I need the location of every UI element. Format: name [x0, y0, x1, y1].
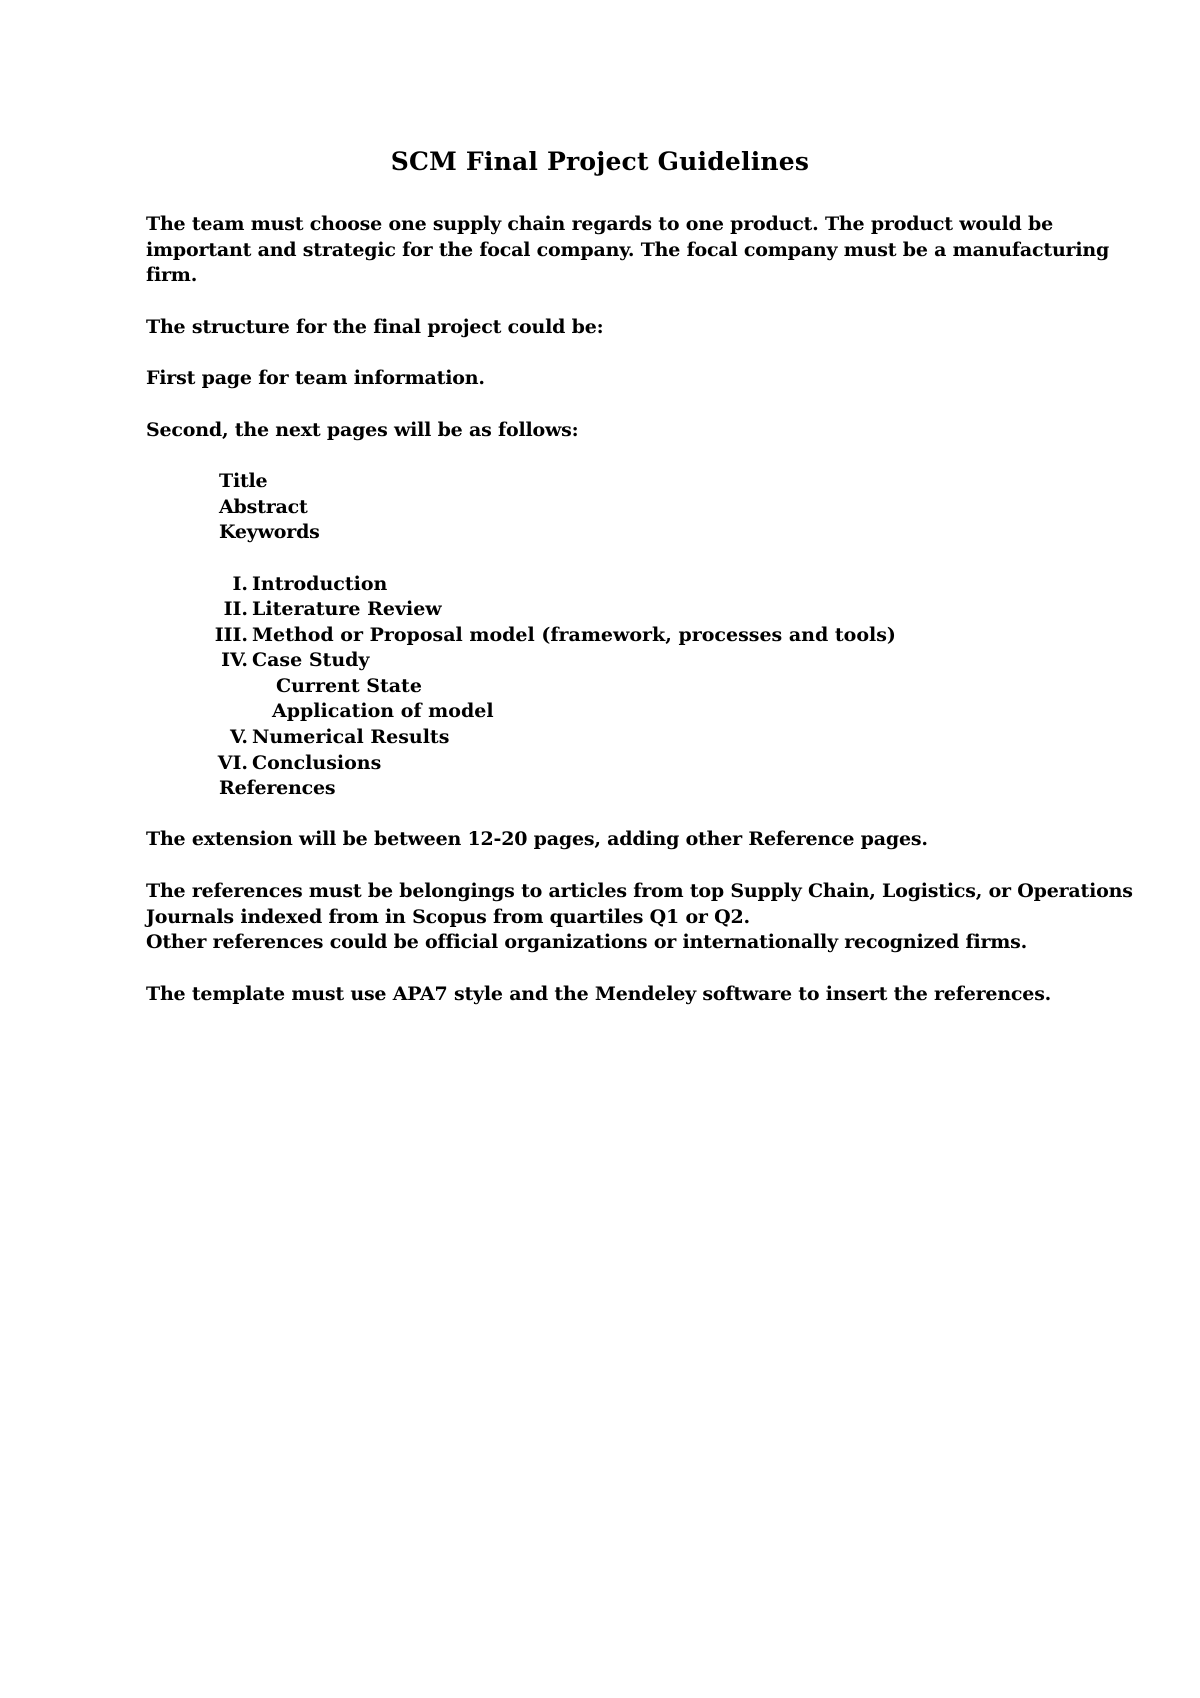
intro-line: The team must choose one supply chain regards to one product. The product would be [146, 213, 1053, 235]
section-label: Literature Review [252, 598, 442, 620]
intro-line: firm. [146, 264, 198, 287]
document-title: SCM Final Project Guidelines [390, 147, 810, 176]
intro-line: important and strategic for the focal company. The focal company must be a manufacturing [146, 238, 1110, 261]
section-label: Method or Proposal model (framework, processes and tools) [252, 624, 896, 646]
references-line: Other references could be official organizations or internationally recognized firms. [146, 931, 1028, 954]
front-matter-item: Title [219, 470, 268, 492]
section-number: V. [229, 726, 248, 748]
section-number: IV. [221, 649, 248, 671]
section-number: VI. [217, 752, 248, 774]
template-paragraph: The template must use APA7 style and the Mendeley software to insert the references. [146, 983, 1052, 1005]
front-matter-list [219, 469, 1139, 546]
references-paragraph [146, 879, 1133, 956]
references-line: Journals indexed from in Scopus from quartiles Q1 or Q2. [146, 905, 750, 928]
references-item: References [219, 777, 336, 799]
first-page-paragraph: First page for team information. [146, 367, 485, 389]
section-item [200, 725, 449, 751]
section-label: Numerical Results [252, 726, 450, 748]
section-item [200, 751, 381, 777]
section-item [200, 623, 896, 649]
section-number: I. [232, 573, 248, 595]
section-label: Introduction [252, 573, 388, 595]
structure-paragraph: The structure for the final project could be: [146, 316, 604, 338]
section-number: III. [214, 624, 248, 646]
intro-paragraph [146, 212, 1110, 289]
section-number: II. [223, 598, 248, 620]
extension-paragraph: The extension will be between 12-20 pages, adding other Reference pages. [146, 828, 928, 850]
front-matter-item: Keywords [219, 521, 320, 544]
section-item [200, 597, 442, 623]
front-matter-item: Abstract [219, 495, 308, 518]
section-item [200, 572, 387, 598]
references-line: The references must be belongings to articles from top Supply Chain, Logistics, or Operations [146, 880, 1133, 902]
section-label: Case Study [252, 649, 370, 671]
section-item [200, 648, 369, 674]
section-label: Conclusions [252, 752, 382, 774]
second-paragraph: Second, the next pages will be as follows: [146, 419, 579, 441]
case-study-subitem: Application of model [272, 700, 494, 722]
case-study-subitem: Current State [276, 675, 422, 697]
